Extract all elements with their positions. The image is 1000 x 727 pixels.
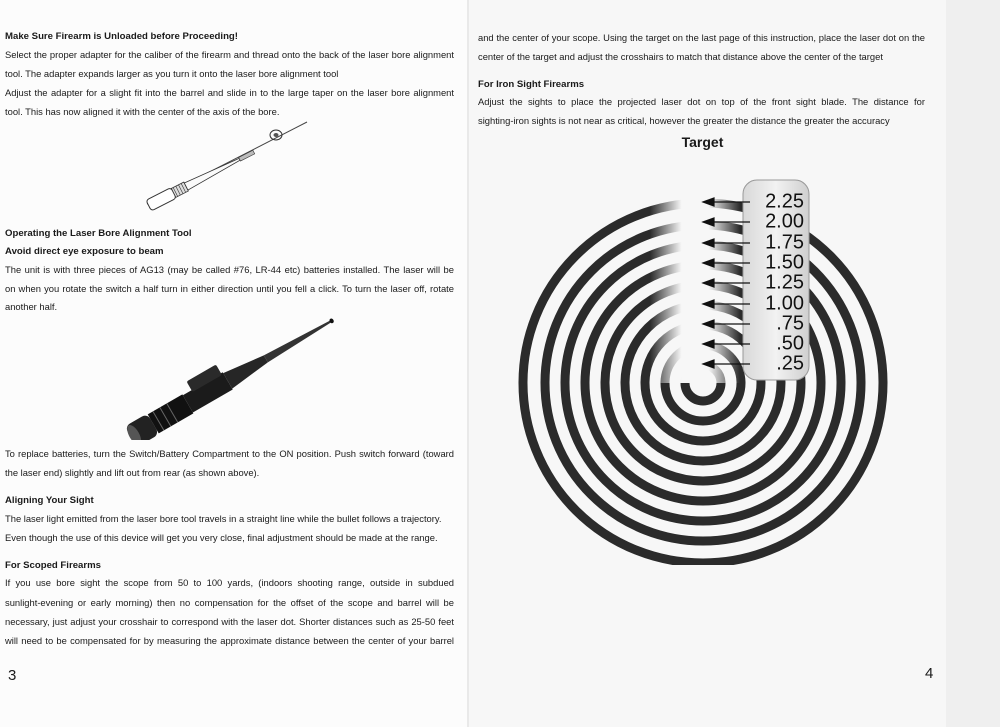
section2-line-3: another half.	[5, 301, 58, 312]
scale-label-1-25: 1.25	[765, 271, 804, 294]
section4-line-2: sunlight-evening or early morning) then no compensation for the offset of the scope and barrel will be	[5, 597, 454, 608]
section3-line-1: The laser light emitted from the laser bore tool travels in a straight line while the bullet follows a trajectory.	[5, 513, 442, 524]
section3-line-2: Even though the use of this device will get you very close, final adjustment should be made at the range.	[5, 532, 438, 543]
laser-battery-illustration	[112, 318, 347, 440]
heading-iron-sight: For Iron Sight Firearms	[478, 79, 585, 90]
section1-line-1: Select the proper adapter for the caliber of the firearm and thread onto the back of the laser bore alignment	[5, 49, 454, 60]
heading-unloaded: Make Sure Firearm is Unloaded before Proceeding!	[5, 31, 238, 42]
section1-line-3: Adjust the adapter for a slight fit into the barrel and slide in to the large taper on the laser bore alignment	[5, 87, 454, 98]
page-number-left: 3	[8, 667, 17, 684]
scale-label-1-00: 1.00	[765, 292, 804, 315]
continued-line-2: center of the target and adjust the crosshairs to match that distance above the center of the target	[478, 51, 883, 62]
section1-line-4: tool. This has now aligned it with the center of the axis of the bore.	[5, 106, 280, 117]
page-edge	[946, 0, 1000, 727]
target-gap	[650, 195, 740, 383]
page-number-right: 4	[925, 665, 934, 682]
section2-line-1: The unit is with three pieces of AG13 (may be called #76, LR-44 etc) batteries installed. The laser will be	[5, 264, 454, 275]
heading-operating: Operating the Laser Bore Alignment Tool	[5, 228, 192, 239]
iron-line-2: sighting-iron sights is not near as critical, however the greater the distance the greater the accuracy	[478, 115, 890, 126]
page-fold	[467, 0, 469, 727]
heading-scoped: For Scoped Firearms	[5, 560, 101, 571]
scale-label-1-75: 1.75	[765, 231, 804, 254]
scale-label-1-50: 1.50	[765, 251, 804, 274]
target-diagram	[510, 175, 895, 565]
scale-label-2-00: 2.00	[765, 210, 804, 233]
scale-label-0-50: .50	[776, 332, 804, 355]
section4-line-4: will need to be compensated for by measuring the approximate distance between the center of your barrel	[5, 635, 454, 646]
target-title: Target	[681, 134, 724, 150]
subheading-eye-warning: Avoid direct eye exposure to beam	[5, 246, 164, 257]
scale-label-0-75: .75	[776, 312, 804, 335]
iron-line-1: Adjust the sights to place the projected laser dot on top of the front sight blade. The distance for	[478, 96, 925, 107]
scale-label-0-25: .25	[776, 352, 804, 375]
battery-line-1: To replace batteries, turn the Switch/Battery Compartment to the ON position. Push switch forward (toward	[5, 448, 454, 459]
section4-line-3: necessary, just adjust your crosshair to correspond with the laser dot. Shorter distances such as 25-50 feet	[5, 616, 454, 627]
section1-line-2: tool. The adapter expands larger as you turn it onto the laser bore alignment tool	[5, 68, 339, 79]
scale-label-2-25: 2.25	[765, 190, 804, 213]
battery-line-2: the laser end) slightly and lift out from rear (as shown above).	[5, 467, 260, 478]
continued-line-1: and the center of your scope. Using the target on the last page of this instruction, place the laser dot on the	[478, 32, 925, 43]
laser-adapter-illustration	[135, 112, 320, 217]
section4-line-1: If you use bore sight the scope from 50 to 100 yards, (indoors shooting range, outside in subdued	[5, 577, 454, 588]
heading-aligning: Aligning Your Sight	[5, 495, 94, 506]
section2-line-2: on when you rotate the switch a half turn in either direction until you fell a click. To turn the laser off, rotate	[5, 283, 454, 294]
